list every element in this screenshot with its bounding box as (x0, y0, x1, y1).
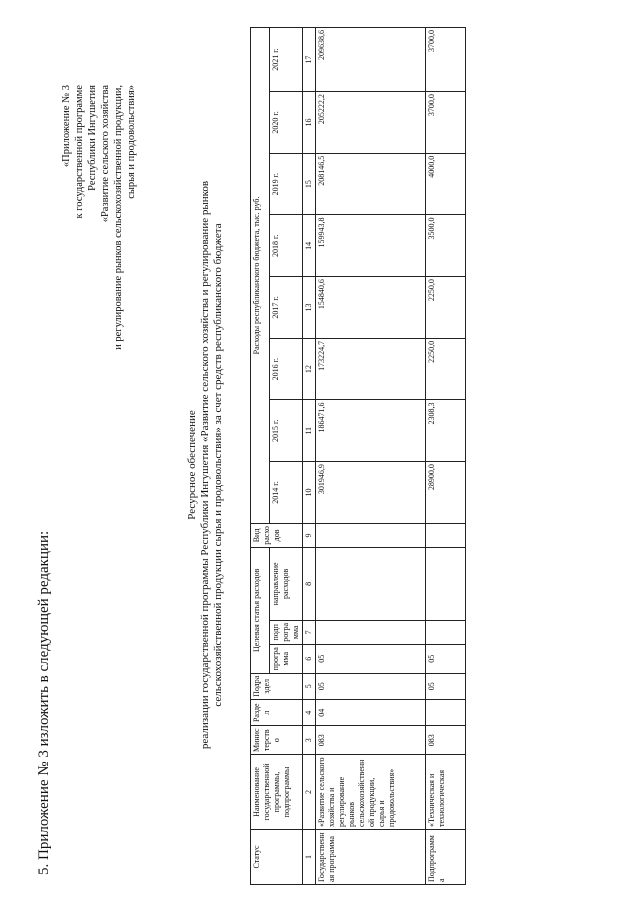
column-number: 11 (303, 400, 316, 462)
column-number-row (303, 28, 316, 885)
header-status: Статус (251, 829, 303, 884)
header-subsection: Подраздел (251, 673, 303, 699)
column-number: 14 (303, 215, 316, 277)
table-row (316, 28, 426, 885)
row-value-2016: 173224,7 (316, 338, 426, 400)
title-line: Ресурсное обеспечение (186, 410, 198, 520)
row-ministry: 083 (316, 726, 426, 755)
row-subsection: 05 (316, 673, 426, 699)
row-expense-type (426, 523, 466, 547)
row-name: «Техническая и технологическая (426, 755, 466, 830)
row-expense-type (316, 523, 426, 547)
row-subprogram (316, 620, 426, 644)
row-program: 05 (316, 644, 426, 673)
row-status: Подпрограмма (426, 829, 466, 884)
row-status: Государственная программа (316, 829, 426, 884)
row-value-2021: 3700,0 (426, 28, 466, 92)
column-number: 8 (303, 548, 316, 621)
column-number: 4 (303, 700, 316, 726)
column-number: 16 (303, 92, 316, 154)
resource-table (250, 27, 466, 885)
header-ministry: Министерство (251, 726, 303, 755)
column-number: 10 (303, 462, 316, 524)
header-program: программа (270, 644, 303, 673)
appendix-line: сырья и продовольствия» (126, 85, 137, 199)
row-value-2018: 3500,0 (426, 215, 466, 277)
row-value-2020: 205222,2 (316, 92, 426, 154)
column-number: 17 (303, 28, 316, 92)
column-number: 12 (303, 338, 316, 400)
column-number: 6 (303, 644, 316, 673)
amendment-heading: 5. Приложение № 3 изложить в следующей редакции: (36, 530, 52, 875)
row-value-2017: 154840,6 (316, 277, 426, 339)
header-year-2014: 2014 г. (270, 462, 303, 524)
row-value-2019: 208146,5 (316, 153, 426, 215)
row-value-2015: 2308,3 (426, 400, 466, 462)
table-row (426, 28, 466, 885)
header-expenses: Расходы республиканского бюджета, тыс. руб. (251, 28, 270, 524)
row-value-2021: 209638,6 (316, 28, 426, 92)
header-section: Раздел (251, 700, 303, 726)
header-year-2016: 2016 г. (270, 338, 303, 400)
row-ministry: 083 (426, 726, 466, 755)
header-year-2019: 2019 г. (270, 153, 303, 215)
header-name: Наименование государственной программы, подпрограммы (251, 755, 303, 830)
column-number: 5 (303, 673, 316, 699)
row-direction (316, 548, 426, 621)
column-number: 9 (303, 523, 316, 547)
column-number: 7 (303, 620, 316, 644)
document-title (186, 145, 225, 785)
header-year-2017: 2017 г. (270, 277, 303, 339)
column-number: 1 (303, 829, 316, 884)
row-section (426, 700, 466, 726)
header-year-2018: 2018 г. (270, 215, 303, 277)
column-number: 3 (303, 726, 316, 755)
row-direction (426, 548, 466, 621)
row-name: «Развитие сельского хозяйства и регулирование рынков сельскохозяйственной продукции, сырья и продовольствия» (316, 755, 426, 830)
row-value-2020: 3700,0 (426, 92, 466, 154)
appendix-line: к государственной программе (74, 85, 85, 219)
header-year-2020: 2020 г. (270, 92, 303, 154)
appendix-line: и регулирование рынков сельскохозяйственной продукции, (113, 85, 124, 350)
row-subprogram (426, 620, 466, 644)
column-number: 15 (303, 153, 316, 215)
row-value-2014: 28900,0 (426, 462, 466, 524)
appendix-line: «Развитие сельского хозяйства (100, 85, 111, 223)
row-value-2014: 301946,9 (316, 462, 426, 524)
appendix-line: «Приложение № 3 (61, 85, 72, 168)
row-value-2017: 2250,0 (426, 277, 466, 339)
column-number: 2 (303, 755, 316, 830)
header-subprogram: подпрограмма (270, 620, 303, 644)
row-section: 04 (316, 700, 426, 726)
appendix-block (60, 85, 138, 505)
header-target-article: Целевая статья расходов (251, 548, 270, 674)
row-value-2019: 4000,0 (426, 153, 466, 215)
row-subsection: 05 (426, 673, 466, 699)
row-program: 05 (426, 644, 466, 673)
title-line: сельскохозяйственной продукции сырья и продовольствия» за счет средств республиканского бюджета (212, 223, 224, 707)
header-year-2021: 2021 г. (270, 28, 303, 92)
row-value-2016: 2250,0 (426, 338, 466, 400)
header-expense-type: Вид расходов (251, 523, 303, 547)
header-direction: направление расходов (270, 548, 303, 621)
row-value-2018: 159943,8 (316, 215, 426, 277)
column-number: 13 (303, 277, 316, 339)
appendix-line: Республики Ингушетия (87, 85, 98, 191)
row-value-2015: 186471,6 (316, 400, 426, 462)
header-year-2015: 2015 г. (270, 400, 303, 462)
title-line: реализации государственной программы Республики Ингушетия «Развитие сельского хозяйства и регулирование рынков (199, 180, 211, 750)
